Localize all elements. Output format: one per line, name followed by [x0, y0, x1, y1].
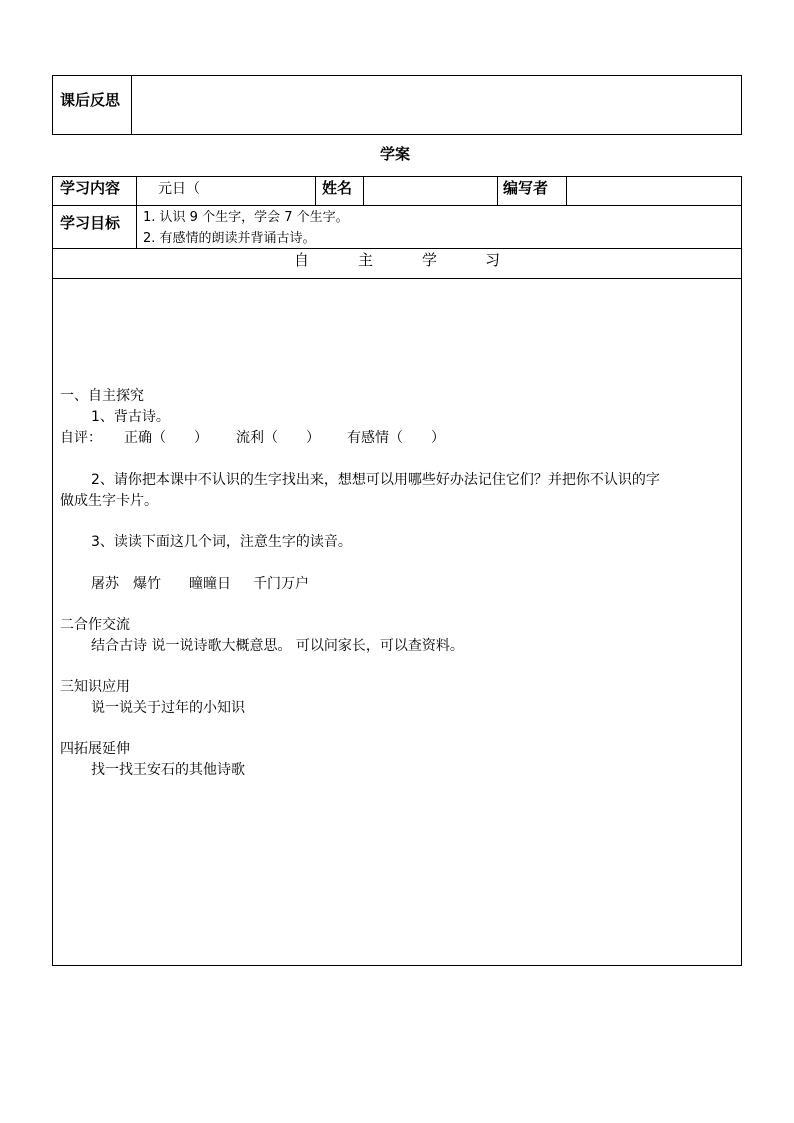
row-divider-3 — [52, 278, 742, 279]
self-study-char-4: 习 — [485, 251, 501, 269]
section-3-heading: 三知识应用 — [60, 679, 130, 695]
section-4-text: 找一找王安石的其他诗歌 — [91, 762, 245, 778]
self-eval-label: 自评： — [60, 430, 102, 446]
self-eval-fluent: 流利（ ） — [236, 430, 320, 446]
self-eval-correct: 正确（ ） — [124, 430, 208, 446]
col-divider-c — [363, 176, 364, 205]
col-divider-e — [566, 176, 567, 205]
self-eval-emotion: 有感情（ ） — [347, 430, 445, 446]
col-divider-b — [315, 176, 316, 205]
section-2-heading: 二合作交流 — [60, 617, 130, 633]
vocab-word-2: 爆竹 — [133, 576, 161, 592]
section-1-item-1: 1、背古诗。 — [91, 409, 170, 425]
section-1-heading: 一、自主探究 — [60, 388, 144, 404]
content-label: 学习内容 — [60, 179, 121, 197]
vocab-word-4: 千门万户 — [253, 576, 309, 592]
row-divider-1 — [52, 205, 742, 206]
page-title: 学案 — [380, 145, 411, 163]
section-1-item-2-line-2: 做成生字卡片。 — [60, 493, 158, 509]
content-value: 元日（ — [158, 181, 200, 197]
reflection-divider — [131, 75, 132, 135]
col-divider-a — [136, 176, 137, 248]
goal-item-2: 2. 有感情的朗读并背诵古诗。 — [143, 231, 316, 246]
section-1-item-2-line-1: 2、请你把本课中不认识的生字找出来，想想可以用哪些好办法记住它们？并把你不认识的字 — [91, 472, 660, 488]
self-study-char-3: 学 — [422, 251, 438, 269]
vocab-word-3: 曈曈日 — [189, 576, 231, 592]
study-plan-table — [52, 176, 742, 966]
col-divider-d — [497, 176, 498, 205]
goals-label: 学习目标 — [60, 214, 121, 232]
reflection-content-cell[interactable] — [133, 77, 739, 133]
goal-item-1: 1. 认识 9 个生字，学会 7 个生字。 — [143, 210, 349, 225]
name-label: 姓名 — [322, 179, 353, 197]
section-3-text: 说一说关于过年的小知识 — [91, 700, 245, 716]
author-label: 编写者 — [503, 179, 549, 197]
vocab-word-1: 屠苏 — [91, 576, 119, 592]
reflection-label: 课后反思 — [60, 91, 121, 109]
self-study-char-1: 自 — [294, 251, 310, 269]
self-study-char-2: 主 — [358, 251, 374, 269]
section-1-item-3: 3、读读下面这几个词，注意生字的读音。 — [91, 534, 352, 550]
row-divider-2 — [52, 248, 742, 249]
section-4-heading: 四拓展延伸 — [60, 741, 130, 757]
section-2-text: 结合古诗 说一说诗歌大概意思。 可以问家长，可以查资料。 — [91, 638, 464, 654]
name-field[interactable] — [365, 178, 495, 203]
author-field[interactable] — [568, 178, 740, 203]
